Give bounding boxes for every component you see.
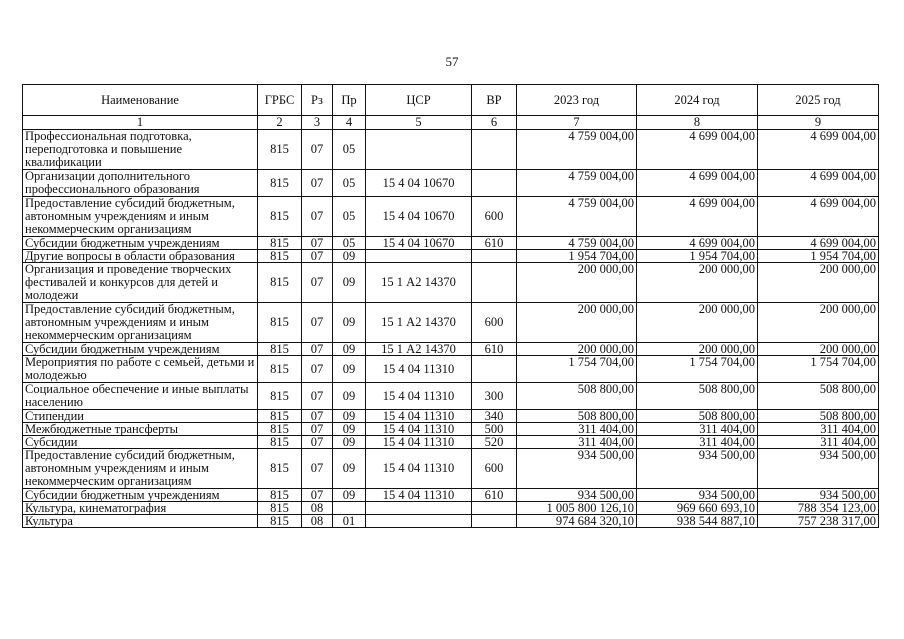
col-number: 9 xyxy=(758,116,879,130)
row-2025: 1 954 704,00 xyxy=(758,250,879,263)
row-2023: 200 000,00 xyxy=(517,343,637,356)
row-vr: 600 xyxy=(472,449,517,489)
row-name: Субсидии бюджетным учреждениям xyxy=(23,237,258,250)
table-row xyxy=(23,170,879,197)
row-name: Профессиональная подготовка, переподготовка и повышение квалификации xyxy=(23,130,258,170)
row-csr: 15 1 А2 14370 xyxy=(366,303,472,343)
row-grbs: 815 xyxy=(258,356,302,383)
row-2025: 508 800,00 xyxy=(758,383,879,410)
table-row xyxy=(23,410,879,423)
row-pr: 09 xyxy=(333,449,366,489)
row-csr: 15 4 04 11310 xyxy=(366,436,472,449)
row-csr xyxy=(366,515,472,528)
row-2024: 934 500,00 xyxy=(637,489,758,502)
row-pr: 09 xyxy=(333,489,366,502)
row-grbs: 815 xyxy=(258,170,302,197)
row-2023: 200 000,00 xyxy=(517,303,637,343)
table-row xyxy=(23,250,879,263)
row-vr xyxy=(472,502,517,515)
row-csr: 15 4 04 11310 xyxy=(366,489,472,502)
row-pr: 09 xyxy=(333,410,366,423)
row-rz: 07 xyxy=(302,130,333,170)
row-rz: 07 xyxy=(302,263,333,303)
col-header-csr: ЦСР xyxy=(366,85,472,116)
row-grbs: 815 xyxy=(258,423,302,436)
row-name: Социальное обеспечение и иные выплаты населению xyxy=(23,383,258,410)
col-number: 3 xyxy=(302,116,333,130)
row-csr xyxy=(366,502,472,515)
row-csr: 15 4 04 11310 xyxy=(366,383,472,410)
row-name: Субсидии xyxy=(23,436,258,449)
row-rz: 07 xyxy=(302,436,333,449)
table-row xyxy=(23,303,879,343)
table-row xyxy=(23,423,879,436)
row-2024: 938 544 887,10 xyxy=(637,515,758,528)
table-row xyxy=(23,436,879,449)
row-rz: 08 xyxy=(302,515,333,528)
row-vr: 500 xyxy=(472,423,517,436)
row-2024: 508 800,00 xyxy=(637,383,758,410)
row-2023: 974 684 320,10 xyxy=(517,515,637,528)
row-vr: 610 xyxy=(472,237,517,250)
row-2025: 4 699 004,00 xyxy=(758,237,879,250)
row-csr xyxy=(366,250,472,263)
row-csr: 15 4 04 10670 xyxy=(366,170,472,197)
row-pr: 05 xyxy=(333,130,366,170)
row-vr xyxy=(472,130,517,170)
row-vr xyxy=(472,250,517,263)
row-name: Субсидии бюджетным учреждениям xyxy=(23,343,258,356)
row-rz: 07 xyxy=(302,449,333,489)
header-row xyxy=(23,85,879,116)
row-2025: 311 404,00 xyxy=(758,436,879,449)
col-header-name: Наименование xyxy=(23,85,258,116)
row-pr: 01 xyxy=(333,515,366,528)
col-header-vr: ВР xyxy=(472,85,517,116)
table-row xyxy=(23,449,879,489)
col-header-2023: 2023 год xyxy=(517,85,637,116)
row-pr: 09 xyxy=(333,250,366,263)
column-number-row xyxy=(23,116,879,130)
row-vr: 610 xyxy=(472,343,517,356)
col-number: 1 xyxy=(23,116,258,130)
row-name: Предоставление субсидий бюджетным, автономным учреждениям и иным некоммерческим организациям xyxy=(23,303,258,343)
row-grbs: 815 xyxy=(258,436,302,449)
col-number: 8 xyxy=(637,116,758,130)
row-vr: 610 xyxy=(472,489,517,502)
row-2023: 934 500,00 xyxy=(517,449,637,489)
row-pr: 09 xyxy=(333,423,366,436)
row-2023: 4 759 004,00 xyxy=(517,170,637,197)
table-row xyxy=(23,383,879,410)
row-vr xyxy=(472,170,517,197)
row-grbs: 815 xyxy=(258,130,302,170)
table-row xyxy=(23,356,879,383)
row-rz: 07 xyxy=(302,489,333,502)
row-2025: 508 800,00 xyxy=(758,410,879,423)
row-grbs: 815 xyxy=(258,410,302,423)
table-row xyxy=(23,502,879,515)
row-2024: 4 699 004,00 xyxy=(637,237,758,250)
row-csr: 15 4 04 11310 xyxy=(366,356,472,383)
row-2025: 200 000,00 xyxy=(758,303,879,343)
row-name: Другие вопросы в области образования xyxy=(23,250,258,263)
row-pr: 09 xyxy=(333,356,366,383)
col-number: 5 xyxy=(366,116,472,130)
row-rz: 07 xyxy=(302,303,333,343)
row-2023: 508 800,00 xyxy=(517,410,637,423)
row-2023: 311 404,00 xyxy=(517,423,637,436)
row-rz: 07 xyxy=(302,197,333,237)
budget-table xyxy=(22,84,879,528)
table-row xyxy=(23,489,879,502)
row-name: Субсидии бюджетным учреждениям xyxy=(23,489,258,502)
row-name: Стипендии xyxy=(23,410,258,423)
row-2023: 508 800,00 xyxy=(517,383,637,410)
row-vr: 600 xyxy=(472,303,517,343)
row-2025: 4 699 004,00 xyxy=(758,197,879,237)
row-2025: 200 000,00 xyxy=(758,263,879,303)
row-grbs: 815 xyxy=(258,383,302,410)
row-grbs: 815 xyxy=(258,515,302,528)
row-2025: 788 354 123,00 xyxy=(758,502,879,515)
row-2024: 200 000,00 xyxy=(637,303,758,343)
row-2025: 4 699 004,00 xyxy=(758,170,879,197)
row-csr: 15 4 04 10670 xyxy=(366,237,472,250)
col-header-2025: 2025 год xyxy=(758,85,879,116)
row-2025: 4 699 004,00 xyxy=(758,130,879,170)
table-row xyxy=(23,130,879,170)
row-2024: 200 000,00 xyxy=(637,343,758,356)
row-pr: 09 xyxy=(333,383,366,410)
row-2023: 1 754 704,00 xyxy=(517,356,637,383)
row-rz: 08 xyxy=(302,502,333,515)
col-number: 2 xyxy=(258,116,302,130)
row-vr: 520 xyxy=(472,436,517,449)
row-csr: 15 1 А2 14370 xyxy=(366,343,472,356)
row-2024: 1 954 704,00 xyxy=(637,250,758,263)
row-grbs: 815 xyxy=(258,489,302,502)
row-grbs: 815 xyxy=(258,303,302,343)
row-name: Предоставление субсидий бюджетным, автономным учреждениям и иным некоммерческим организациям xyxy=(23,449,258,489)
row-2023: 4 759 004,00 xyxy=(517,197,637,237)
row-csr: 15 4 04 11310 xyxy=(366,423,472,436)
row-pr: 05 xyxy=(333,197,366,237)
row-rz: 07 xyxy=(302,170,333,197)
row-name: Культура, кинематография xyxy=(23,502,258,515)
table-row xyxy=(23,263,879,303)
row-2023: 4 759 004,00 xyxy=(517,130,637,170)
row-2024: 508 800,00 xyxy=(637,410,758,423)
row-pr: 05 xyxy=(333,237,366,250)
row-rz: 07 xyxy=(302,410,333,423)
table-row xyxy=(23,515,879,528)
row-vr: 600 xyxy=(472,197,517,237)
page-number: 57 xyxy=(445,54,459,69)
row-pr: 09 xyxy=(333,263,366,303)
col-header-pr: Пр xyxy=(333,85,366,116)
row-grbs: 815 xyxy=(258,250,302,263)
row-name: Предоставление субсидий бюджетным, автономным учреждениям и иным некоммерческим организациям xyxy=(23,197,258,237)
row-name: Мероприятия по работе с семьей, детьми и молодежью xyxy=(23,356,258,383)
row-2025: 311 404,00 xyxy=(758,423,879,436)
row-2024: 4 699 004,00 xyxy=(637,130,758,170)
row-csr: 15 4 04 10670 xyxy=(366,197,472,237)
col-number: 7 xyxy=(517,116,637,130)
col-header-2024: 2024 год xyxy=(637,85,758,116)
table-row xyxy=(23,237,879,250)
row-pr: 09 xyxy=(333,303,366,343)
col-number: 6 xyxy=(472,116,517,130)
row-2024: 969 660 693,10 xyxy=(637,502,758,515)
row-pr: 05 xyxy=(333,170,366,197)
row-grbs: 815 xyxy=(258,197,302,237)
table-row xyxy=(23,343,879,356)
row-grbs: 815 xyxy=(258,502,302,515)
table-row xyxy=(23,197,879,237)
row-2025: 1 754 704,00 xyxy=(758,356,879,383)
row-2025: 200 000,00 xyxy=(758,343,879,356)
row-name: Культура xyxy=(23,515,258,528)
row-rz: 07 xyxy=(302,356,333,383)
row-2023: 934 500,00 xyxy=(517,489,637,502)
row-2024: 311 404,00 xyxy=(637,436,758,449)
row-csr xyxy=(366,130,472,170)
row-vr xyxy=(472,515,517,528)
row-csr: 15 1 А2 14370 xyxy=(366,263,472,303)
row-vr xyxy=(472,356,517,383)
row-2024: 1 754 704,00 xyxy=(637,356,758,383)
row-vr: 300 xyxy=(472,383,517,410)
row-2024: 4 699 004,00 xyxy=(637,170,758,197)
row-2024: 4 699 004,00 xyxy=(637,197,758,237)
row-2024: 311 404,00 xyxy=(637,423,758,436)
row-rz: 07 xyxy=(302,383,333,410)
row-rz: 07 xyxy=(302,250,333,263)
row-rz: 07 xyxy=(302,423,333,436)
row-csr: 15 4 04 11310 xyxy=(366,410,472,423)
row-rz: 07 xyxy=(302,237,333,250)
row-2025: 934 500,00 xyxy=(758,489,879,502)
row-2023: 311 404,00 xyxy=(517,436,637,449)
row-pr: 09 xyxy=(333,343,366,356)
row-2024: 934 500,00 xyxy=(637,449,758,489)
row-pr xyxy=(333,502,366,515)
col-header-grbs: ГРБС xyxy=(258,85,302,116)
row-2023: 1 954 704,00 xyxy=(517,250,637,263)
row-2023: 4 759 004,00 xyxy=(517,237,637,250)
row-name: Организация и проведение творческих фестивалей и конкурсов для детей и молодежи xyxy=(23,263,258,303)
row-grbs: 815 xyxy=(258,449,302,489)
row-2023: 1 005 800 126,10 xyxy=(517,502,637,515)
row-grbs: 815 xyxy=(258,263,302,303)
row-2023: 200 000,00 xyxy=(517,263,637,303)
col-header-rz: Рз xyxy=(302,85,333,116)
row-pr: 09 xyxy=(333,436,366,449)
row-grbs: 815 xyxy=(258,237,302,250)
row-grbs: 815 xyxy=(258,343,302,356)
row-2025: 757 238 317,00 xyxy=(758,515,879,528)
row-rz: 07 xyxy=(302,343,333,356)
row-name: Межбюджетные трансферты xyxy=(23,423,258,436)
row-vr: 340 xyxy=(472,410,517,423)
row-csr: 15 4 04 11310 xyxy=(366,449,472,489)
row-2025: 934 500,00 xyxy=(758,449,879,489)
row-name: Организации дополнительного профессионального образования xyxy=(23,170,258,197)
col-number: 4 xyxy=(333,116,366,130)
row-2024: 200 000,00 xyxy=(637,263,758,303)
row-vr xyxy=(472,263,517,303)
